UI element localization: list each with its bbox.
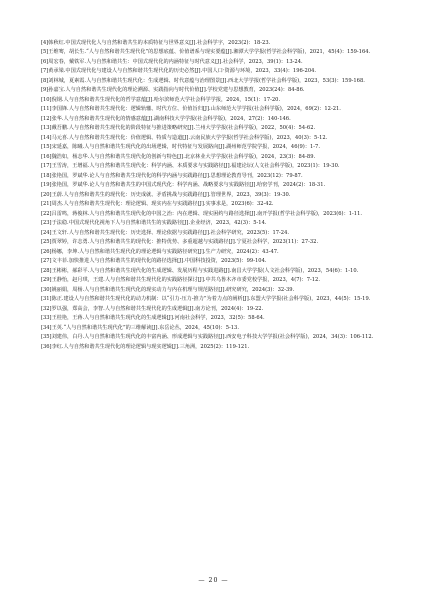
reference-number: [14] [41, 134, 52, 141]
reference-entry [41, 87, 390, 94]
reference-number: [32] [41, 305, 52, 312]
reference-text: 于法稳.中国式现代化视角下人与自然和谐共生的实践路径[J].企业经济，2023，42(3)：5-14. [51, 220, 267, 227]
reference-entry [41, 173, 390, 180]
reference-number: [18] [41, 172, 52, 179]
reference-entry [41, 40, 390, 47]
reference-entry [41, 125, 390, 132]
reference-entry [41, 49, 390, 56]
reference-number: [36] [41, 343, 52, 350]
reference-entry [41, 230, 390, 237]
reference-text: 张艳国，罗斌华.论人与自然和谐共生的中国式现代化：科学内涵、战略要求与实践路径[J].哈密学刊，2024(2)：18-31. [51, 182, 326, 189]
reference-entry [41, 306, 390, 313]
page-number: — 20 — [198, 577, 229, 584]
reference-number: [15] [41, 144, 52, 151]
reference-number: [19] [41, 182, 52, 189]
reference-number: [30] [41, 286, 52, 293]
reference-number: [17] [41, 163, 52, 170]
reference-entry [41, 97, 390, 104]
reference-number: [12] [41, 115, 52, 122]
reference-text: 刘林城，夏素霞.人与自然和谐共生现代化：生成逻辑、时代意蕴与治理图景[J].西北大学学报(哲学社会科学版)，2023，53(3)：159-168. [48, 77, 365, 84]
reference-text: 杨娜，李坤.人与自然和谐共生现代化的理论逻辑与实践路径研究[J].生产力研究，2024(2)：43-47. [51, 248, 279, 255]
reference-number: [11] [41, 106, 52, 113]
reference-number: [28] [41, 267, 52, 274]
reference-number: [27] [41, 258, 52, 265]
reference-number: [16] [41, 153, 52, 160]
reference-entry [41, 296, 390, 303]
reference-text: 魏浩如，杨志华.人与自然和谐共生现代化的创新与特色[J].北京林业大学学报(社会科学版)，2024，23(3)：84-89. [51, 153, 316, 160]
reference-number: [13] [41, 125, 52, 132]
reference-text: 王雪涛，王增福.人与自然和谐共生现代化：科学内涵、本质要求与实践路径[J].福建论坛(人文社会科学版)，2023(1)：19-30. [51, 163, 340, 170]
reference-entry [41, 59, 390, 66]
reference-entry [41, 211, 390, 218]
reference-entry [41, 220, 390, 227]
reference-text: 王彬彬，郝彩平.人与自然和谐共生现代化的生成逻辑、发展历程与实践进路[J].南昌大学学报(人文社会科学版)，2023，54(6)：1-10. [51, 267, 359, 274]
reference-text: 罗以强，郑高会，李智.人与自然和谐共生现代化的生成逻辑[J].南方论刊，2024(4)：19-22. [51, 305, 264, 312]
reference-number: [25] [41, 239, 52, 246]
reference-text: 王维骞，胡长生.“人与自然和谐共生现代化”的思想底蕴、价值谱系与现实要蕴[J].湘潭大学学报(哲学社会科学版)，2021，45(4)：159-164. [48, 49, 371, 56]
reference-text: 王文轩.人与自然和谐共生现代化：历史选择、理论依据与实践路径[J].社会科学研究，2023(5)：17-24. [51, 229, 290, 236]
reference-entry [41, 325, 390, 332]
reference-text: 吕雷鸣，蒋俊林.人与自然和谐共生现代化的中国之治：内在逻辑、现实困约与路径选择[J].南开学报(哲学社会科学版)，2023(6)：1-11. [51, 210, 363, 217]
reference-text: 王蔚.人与自然和谐共生的现代化：历史成就、矛盾挑战与实践路径[J].管理世界，2023，39(3)：19-30. [51, 191, 291, 198]
reference-text: 张艳国，罗斌华.论人与自然和谐共生现代化的科学内涵与实践路径[J].思想理论教育导刊，2023(12)：79-87. [51, 172, 303, 179]
reference-number: [5] [41, 49, 49, 56]
reference-text: 黄承梁.中国式现代化与建设人与自然和谐共生现代化的历史必然[J].中国人口·资源与环境，2023，33(4)：196-204. [48, 68, 317, 75]
reference-entry [41, 192, 390, 199]
reference-text: 张华.人与自然和谐共生现代化的情感意蕴[J].湖南科技大学学报(社会科学版)，2024，27(2)：140-146. [51, 115, 291, 122]
reference-entry [41, 239, 390, 246]
reference-text: 姚丽娟，周杨.人与自然和谐共生现代化的现实动力与内在机理与规范路径[J].研究研究，2024(3)：32-39. [51, 286, 295, 293]
reference-entry [41, 249, 390, 256]
reference-text: 王桂艳，王蒋.人与自然和谐共生现代化的生成逻辑[J].河南社会科学，2023，32(5)：58-64. [51, 315, 265, 322]
reference-text: 宋延嘉，陈曦.人与自然和谐共生现代化的出场逻辑，时代特征与发展路向[J].湖州师范学院学报，2024，46(9)：1-7. [51, 144, 320, 151]
reference-number: [6] [41, 58, 49, 65]
reference-entry [41, 163, 390, 170]
reference-entry [41, 154, 390, 161]
reference-text: 戴吾鹏.人与自然和谐共生现代化的阶段特征与推进策略研究[J].兰州大学学报(社会科学版)，2022，50(4)：54-62. [51, 125, 316, 132]
reference-number: [23] [41, 220, 52, 227]
reference-text: 李红.人与自然和谐共生现代化的理论逻辑与现实逻辑[J].三角洲，2025(2)：119-121. [51, 343, 250, 350]
reference-text: 周宏春，戴铁军.人与自然和谐共生：中国式现代化的内涵特征与时代意义[J].社会科学，2023，39(1)：13-24. [48, 58, 303, 65]
reference-entry [41, 135, 390, 142]
reference-text: 周杰.人与自然和谐共生现代化：理论逻辑、现实内在与实践路径[J].实事求是，2023(6)：32-42. [51, 201, 274, 208]
reference-number: [9] [41, 87, 49, 94]
reference-number: [4] [41, 40, 49, 46]
reference-text: 陈正.建设人与自然和谐共生现代化的动力机制：以“引力-压力-推力”为着力点的阐析[J].东盟大学学报(社会科学版)，2023，44(5)：15-19. [51, 296, 371, 303]
reference-entry [41, 201, 390, 208]
reference-entry [41, 182, 390, 189]
reference-entry [41, 287, 390, 294]
reference-text: 文丰菲.加快推进人与自然和谐共生的现代化的路径选择[J].中国科技投资，2023(5)：99-104. [51, 258, 267, 265]
reference-entry [41, 344, 390, 351]
reference-text: 孙嘉宝.人与自然和谐共生现代化的理论溯源、实践指向与时代价值[J].学校党建与思想教育，2023(24)：84-86. [48, 87, 305, 94]
reference-entry [41, 315, 390, 322]
reference-number: [22] [41, 210, 52, 217]
reference-entry [41, 258, 390, 265]
reference-number: [21] [41, 201, 52, 208]
reference-text: 贾翠婷，许志勇.人与自然和谐共生的现代化：推特优势、多重超越与实践路径[J].宁夏社会科学，2023(11)：27-32. [51, 239, 319, 246]
reference-number: [33] [41, 315, 52, 322]
reference-text: 刘建伟，白丹.人与自然和谐共生现代化的丰富内涵、形成逻辑与实践路径[J].西安电子科技大学学报(社会科学版)，2024，34(3)：106-112. [51, 334, 374, 341]
reference-number: [26] [41, 248, 52, 255]
reference-number: [29] [41, 277, 52, 284]
reference-text: 王英.“人与自然和谐共生现代化”的三维解读[J].东岳论丛，2024，45(10)：5-13. [51, 324, 239, 331]
reference-entry [41, 268, 390, 275]
reference-text: 马元喜.人与自然和谐共生现代化：价值逻辑、特质与造道[J].云南民族大学学报(哲学社会科学版)，2023，40(3)：5-12. [51, 134, 328, 141]
reference-text: 韩秋红.中国式现代化人与自然和谐共生的本质特征与世界意义[J].社会科学字，2023(2)：18-23. [48, 40, 271, 46]
reference-entry [41, 144, 390, 151]
reference-entry [41, 116, 390, 123]
reference-number: [10] [41, 96, 52, 103]
reference-number: [24] [41, 229, 52, 236]
reference-text: 李国锋.人与自然和谐共生现代化：逻辑轨辙、时代方位、价值旨归[J].山东师范大学学报(社会科学版)，2024，69(2)：12-21. [51, 106, 341, 113]
reference-entry [41, 277, 390, 284]
reference-number: [34] [41, 324, 52, 331]
reference-entry [41, 68, 390, 75]
reference-entry [41, 106, 390, 113]
reference-number: [35] [41, 334, 52, 341]
reference-number: [20] [41, 191, 52, 198]
reference-text: 倪钢.人与自然和谐共生现代化的哲学意蕴[J].哈尔滨师范大学社会科学学报，2024，15(1)：17-20. [51, 96, 281, 103]
reference-number: [7] [41, 68, 49, 75]
reference-entry [41, 78, 390, 85]
reference-entry [41, 334, 390, 341]
reference-text: 王静怡，赵月琪，王建.人与自然和谐共生现代化的实践路径探讨[J].中共乌鲁木齐市委党校学报，2023，4(7)：7-12. [51, 277, 320, 284]
reference-number: [8] [41, 77, 49, 84]
reference-list [41, 40, 390, 351]
reference-number: [31] [41, 296, 52, 303]
